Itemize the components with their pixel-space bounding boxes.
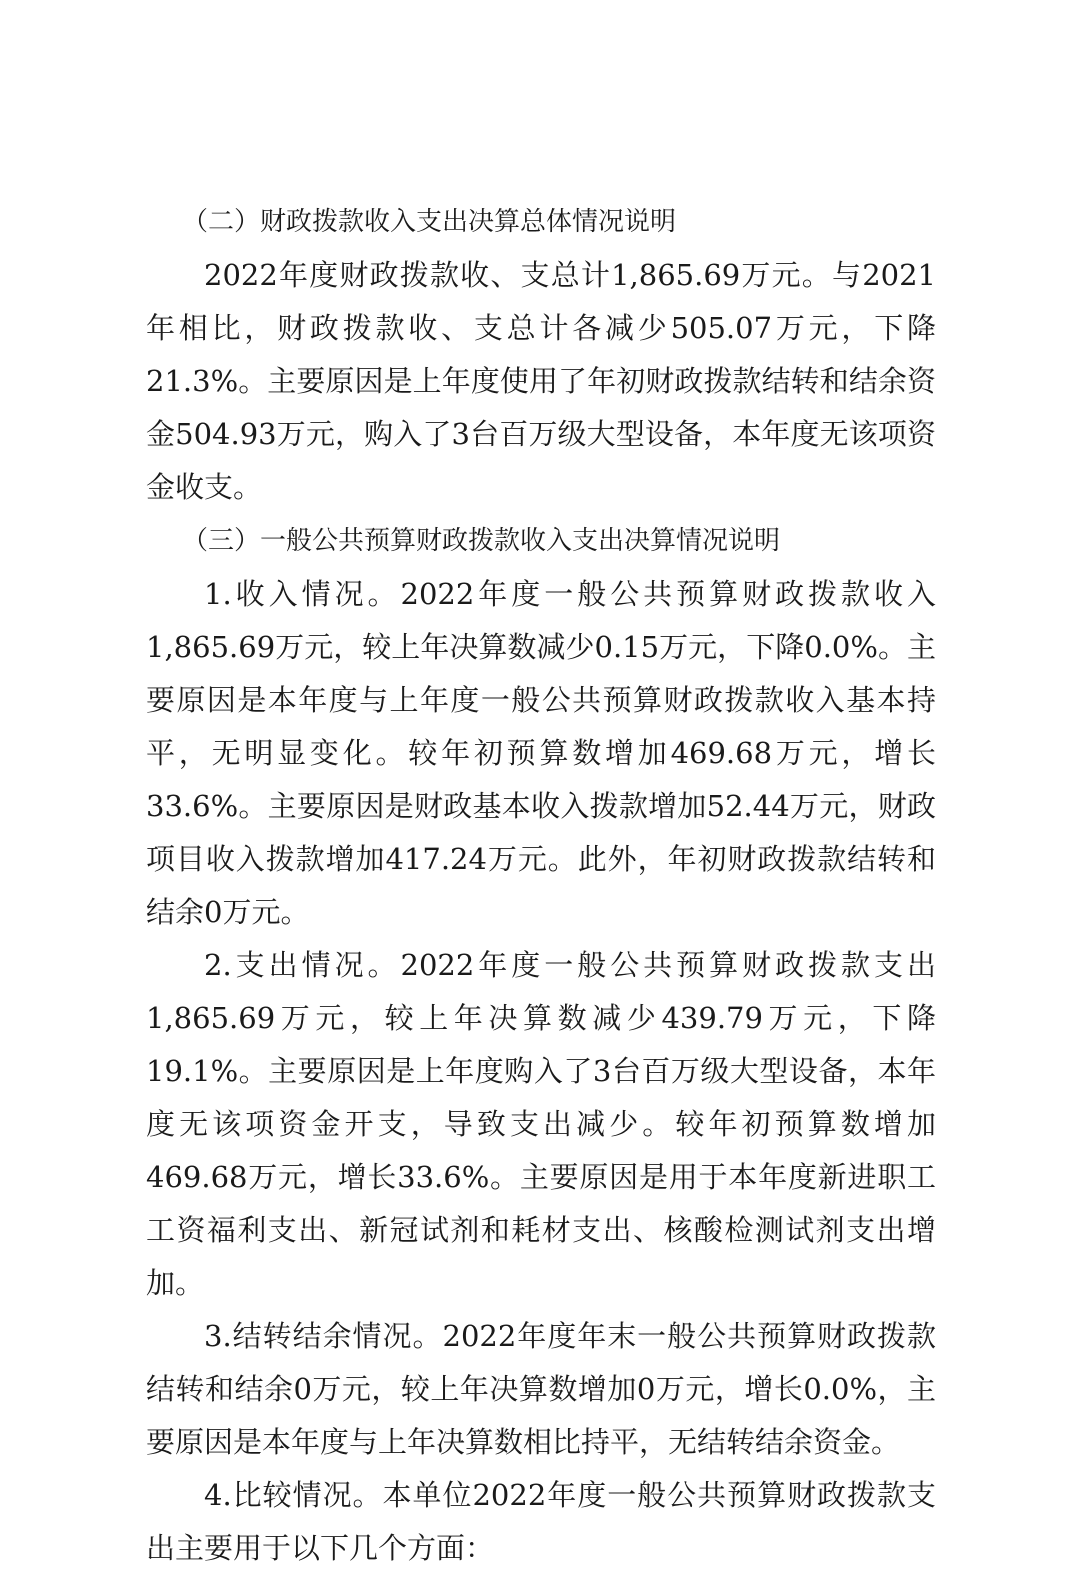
- section-three-heading: （三）一般公共预算财政拨款收入支出决算情况说明: [182, 526, 781, 556]
- carryover-paragraph: 3.结转结余情况。2022年度年末一般公共预算财政拨款结转和结余0万元，较上年决算数增加0万元，增长0.0%，主要原因是本年度与上年决算数相比持平，无结转结余资金。: [146, 1319, 936, 1459]
- document-page: [146, 195, 936, 1575]
- section-two-heading: （二）财政拨款收入支出决算总体情况说明: [182, 207, 677, 237]
- comparison-paragraph: 4.比较情况。本单位2022年度一般公共预算财政拨款支出主要用于以下几个方面：: [146, 1478, 936, 1565]
- expenditure-paragraph: 2.支出情况。2022年度一般公共预算财政拨款支出1,865.69万元，较上年决算数减少439.79万元，下降19.1%。主要原因是上年度购入了3台百万级大型设备，本年度无该项资金开支，导致支出减少。较年初预算数增加469.68万元，增长33.6%。主要原因是用于本年度新进职工工资福利支出、新冠试剂和耗材支出、核酸检测试剂支出增加。: [146, 948, 936, 1300]
- income-paragraph: 1.收入情况。2022年度一般公共预算财政拨款收入1,865.69万元，较上年决算数减少0.15万元，下降0.0%。主要原因是本年度与上年度一般公共预算财政拨款收入基本持平，无明显变化。较年初预算数增加469.68万元，增长33.6%。主要原因是财政基本收入拨款增加52.44万元，财政项目收入拨款增加417.24万元。此外，年初财政拨款结转和结余0万元。: [146, 577, 936, 929]
- section-two-body: 2022年度财政拨款收、支总计1,865.69万元。与2021年相比，财政拨款收、支总计各减少505.07万元，下降21.3%。主要原因是上年度使用了年初财政拨款结转和结余资金504.93万元，购入了3台百万级大型设备，本年度无该项资金收支。: [146, 258, 936, 504]
